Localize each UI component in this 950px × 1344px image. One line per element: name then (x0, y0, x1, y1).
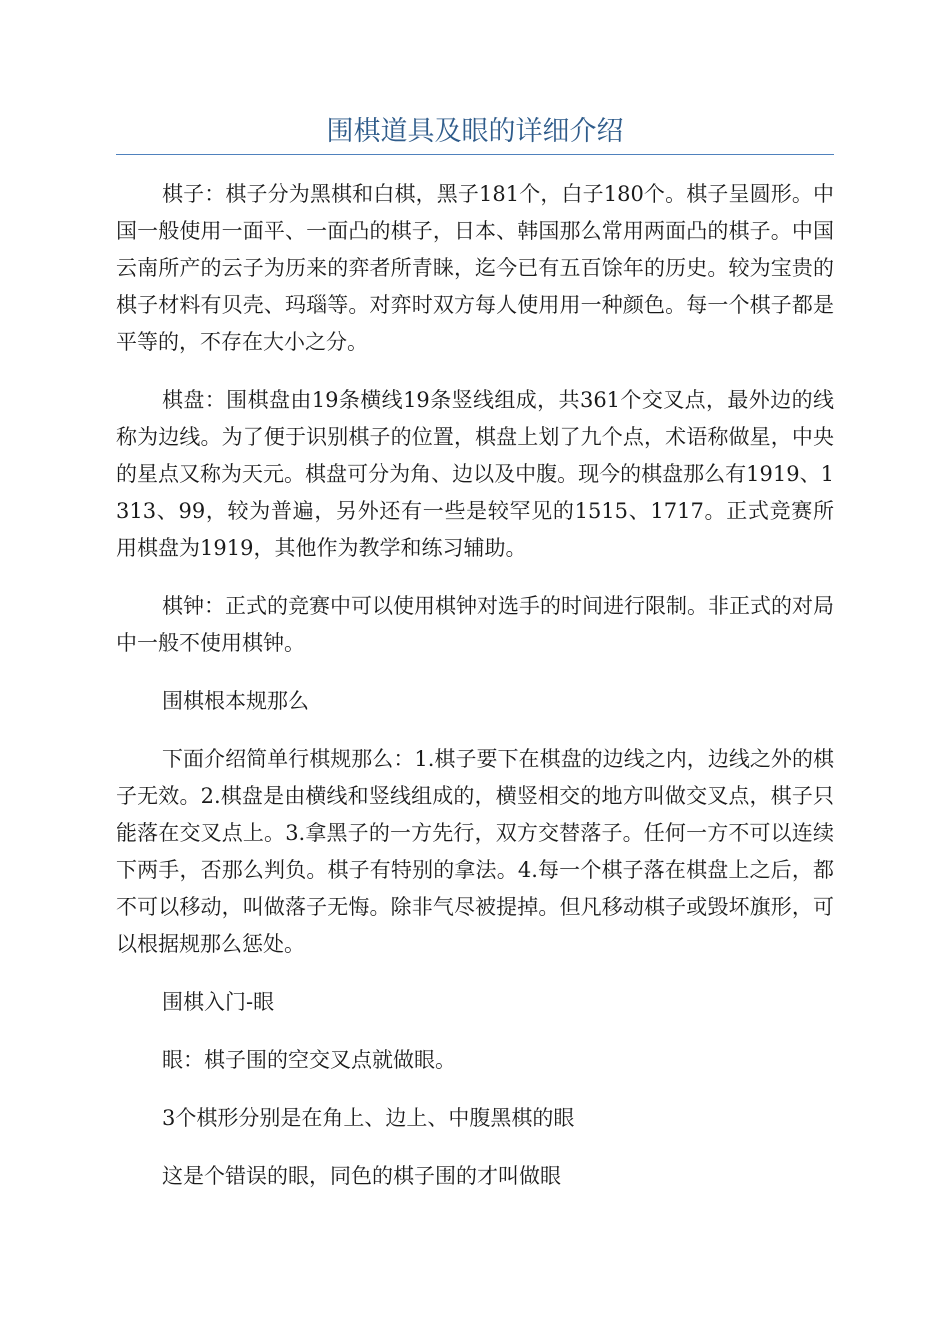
section-heading-eyes: 围棋入门-眼 (162, 990, 275, 1014)
document-body (116, 176, 834, 1216)
paragraph-wrong-eye: 这是个错误的眼，同色的棋子围的才叫做眼 (162, 1164, 561, 1188)
section-heading-basic-rules: 围棋根本规那么 (162, 689, 309, 713)
document-title: 围棋道具及眼的详细介绍 (326, 116, 624, 147)
paragraph-eye-definition: 眼：棋子围的空交叉点就做眼。 (162, 1048, 456, 1072)
title-underline (116, 154, 834, 155)
paragraph-board: 棋盘：围棋盘由19条横线19条竖线组成，共361个交叉点，最外边的线称为边线。为了便于识别棋子的位置，棋盘上划了九个点，术语称做星，中央的星点又称为天元。棋盘可分为角、边以及中腹。现今的棋盘那么有1919、1313、99，较为普遍，另外还有一些是较罕见的1515、1717。正式竞赛所用棋盘为1919，其他作为教学和练习辅助。 (116, 388, 834, 560)
paragraph-clock: 棋钟：正式的竞赛中可以使用棋钟对选手的时间进行限制。非正式的对局中一般不使用棋钟。 (116, 594, 834, 655)
paragraph-stones: 棋子：棋子分为黑棋和白棋，黑子181个，白子180个。棋子呈圆形。中国一般使用一面平、一面凸的棋子，日本、韩国那么常用两面凸的棋子。中国云南所产的云子为历来的弈者所青睐，迄今已有五百馀年的历史。较为宝贵的棋子材料有贝壳、玛瑙等。对弈时双方每人使用用一种颜色。每一个棋子都是平等的，不存在大小之分。 (116, 182, 834, 354)
paragraph-eye-shapes: 3个棋形分别是在角上、边上、中腹黑棋的眼 (162, 1106, 575, 1130)
paragraph-rules: 下面介绍简单行棋规那么：1.棋子要下在棋盘的边线之内，边线之外的棋子无效。2.棋盘是由横线和竖线组成的，横竖相交的地方叫做交叉点，棋子只能落在交叉点上。3.拿黑子的一方先行，双方交替落子。任何一方不可以连续下两手，否那么判负。棋子有特别的拿法。4.每一个棋子落在棋盘上之后，都不可以移动，叫做落子无悔。除非气尽被提掉。但凡移动棋子或毁坏旗形，可以根据规那么惩处。 (116, 747, 834, 956)
